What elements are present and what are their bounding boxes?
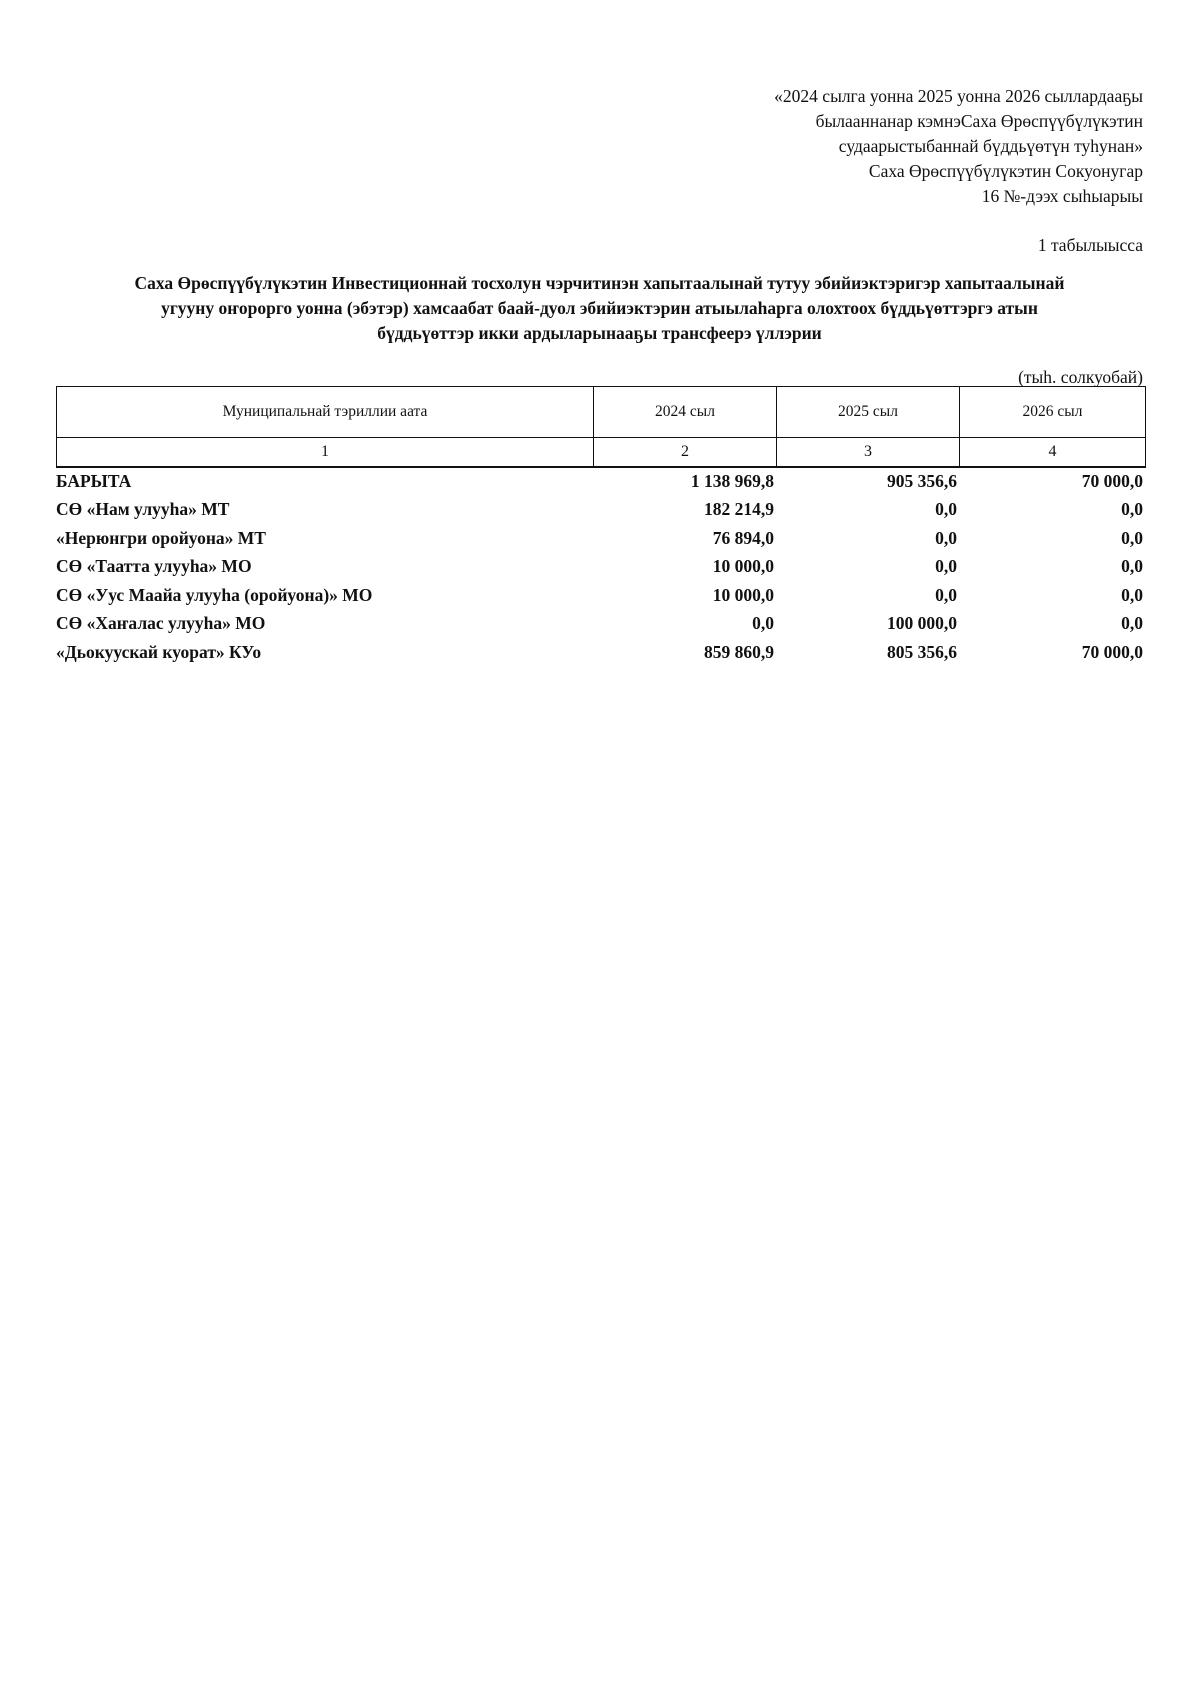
table-row-total (56, 467, 1145, 496)
column-number: 3 (777, 438, 960, 468)
table-header (56, 386, 1146, 468)
column-header-2024: 2024 сыл (594, 387, 777, 438)
column-header-2026: 2026 сыл (960, 387, 1146, 438)
value-2026: 0,0 (1121, 584, 1143, 605)
value-2024: 859 860,9 (704, 641, 774, 662)
row-name: БАРЫТА (56, 470, 132, 491)
value-2025: 805 356,6 (887, 641, 957, 662)
column-header-2025: 2025 сыл (777, 387, 960, 438)
row-name: «Дьокуускай куорат» КУо (56, 641, 262, 662)
appendix-label: 1 табылыысса (1037, 235, 1143, 255)
row-name: СӨ «Таатта улууһа» МО (56, 556, 252, 577)
header-line: Саха Өрөспүүбүлүкэтин Сокуонугар (868, 161, 1143, 181)
value-2024: 0,0 (752, 613, 774, 634)
value-2024: 182 214,9 (704, 499, 774, 520)
column-number: 4 (960, 438, 1146, 468)
column-header-name: Муниципальнай тэриллии аата (57, 387, 594, 438)
document-title (56, 271, 1143, 346)
value-2025: 0,0 (935, 499, 957, 520)
column-number: 2 (594, 438, 777, 468)
row-name: СӨ «Хаҥалас улууһа» МО (56, 613, 266, 634)
title-line: угууну оҥорорго уонна (эбэтэр) хамсаабат баай-дуол эбийиэктэрин атыылаһарга олохтоох бүддьүөттэргэ атын (161, 298, 1038, 318)
value-2024: 10 000,0 (712, 584, 774, 605)
column-number: 1 (57, 438, 594, 468)
value-2026: 0,0 (1121, 556, 1143, 577)
value-2024: 1 138 969,8 (690, 470, 774, 491)
table-row (56, 638, 1145, 667)
value-2026: 0,0 (1121, 499, 1143, 520)
unit-label: (тыһ. солкуобай) (1018, 367, 1143, 387)
header-line: судаарыстыбаннай бүддьүөтүн туһунан» (838, 136, 1143, 156)
data-table (56, 467, 1145, 667)
value-2025: 905 356,6 (887, 470, 957, 491)
table-row (56, 524, 1145, 553)
table-row (56, 553, 1145, 582)
value-2024: 10 000,0 (712, 556, 774, 577)
row-name: СӨ «Нам улууһа» МТ (56, 499, 230, 520)
value-2025: 0,0 (935, 527, 957, 548)
row-name: СӨ «Уус Маайа улууһа (оройуона)» МО (56, 584, 373, 605)
header-line: «2024 сылга уонна 2025 уонна 2026 сыллардааҕы (774, 86, 1143, 106)
value-2025: 0,0 (935, 556, 957, 577)
value-2025: 0,0 (935, 584, 957, 605)
value-2024: 76 894,0 (712, 527, 774, 548)
row-name: «Нерюнгри оройуона» МТ (56, 527, 266, 548)
header-reference (774, 84, 1143, 209)
value-2025: 100 000,0 (887, 613, 957, 634)
header-line: 16 №-дээх сыһыарыы (981, 186, 1143, 206)
value-2026: 0,0 (1121, 613, 1143, 634)
value-2026: 0,0 (1121, 527, 1143, 548)
table-row (56, 610, 1145, 639)
table-row (56, 581, 1145, 610)
value-2026: 70 000,0 (1081, 470, 1143, 491)
title-line: бүддьүөттэр икки ардыларынааҕы трансфеерэ үллэрии (377, 323, 822, 343)
title-line: Саха Өрөспүүбүлүкэтин Инвестиционнай тосхолун чэрчитинэн хапытаалынай тутуу эбийиэктэригэр хапытаалынай (134, 273, 1065, 293)
value-2026: 70 000,0 (1081, 641, 1143, 662)
table-row (56, 496, 1145, 525)
header-line: былааннанар кэмнэСаха Өрөспүүбүлүкэтин (815, 111, 1143, 131)
